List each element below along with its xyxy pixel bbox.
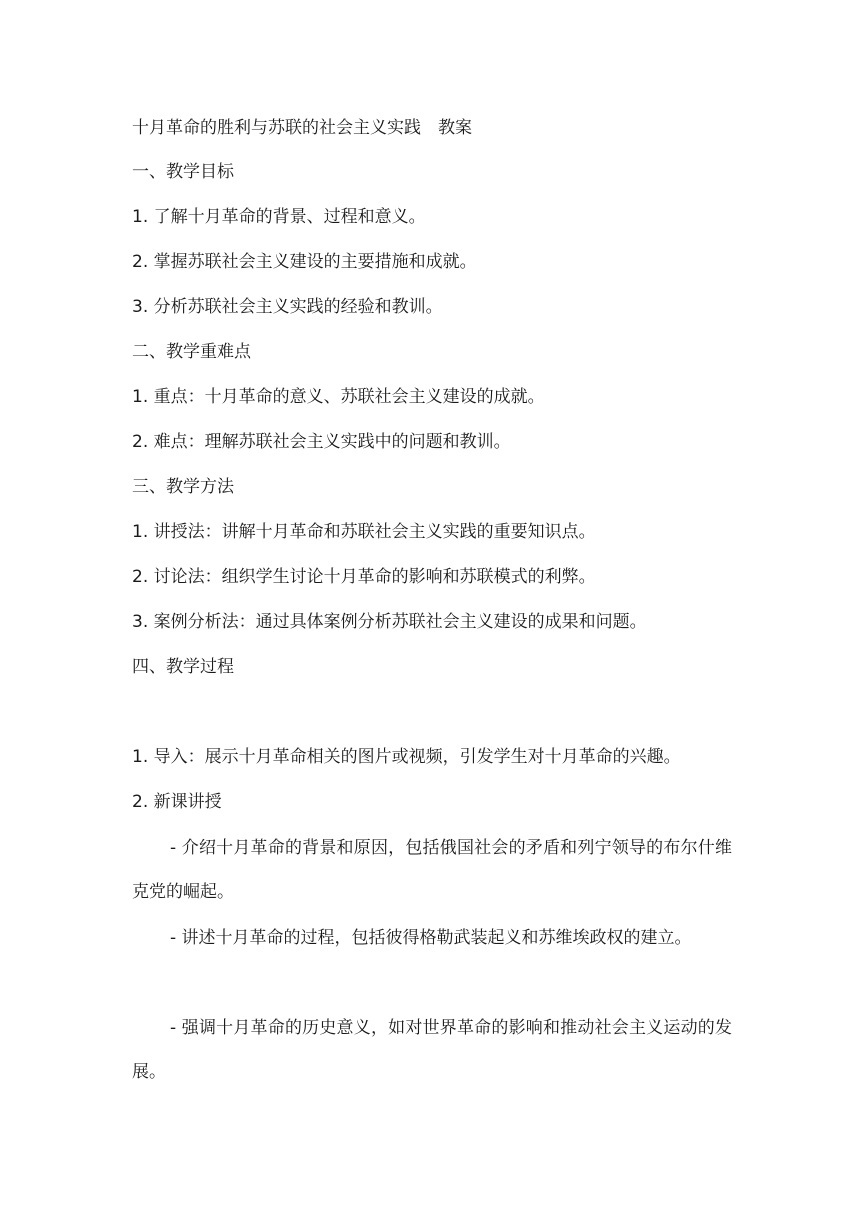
- section-heading-process: 四、教学过程: [132, 657, 234, 677]
- section-heading-objectives: 一、教学目标: [132, 162, 234, 182]
- process-sub-item-1: - 介绍十月革命的背景和原因，包括俄国社会的矛盾和列宁领导的布尔什维克党的崛起。: [132, 838, 732, 902]
- section-heading-methods: 三、教学方法: [132, 477, 234, 497]
- process-item-2: 2. 新课讲授: [132, 792, 222, 812]
- key-point-item-2: 2. 难点：理解苏联社会主义实践中的问题和教训。: [132, 432, 511, 452]
- method-item-1: 1. 讲授法：讲解十月革命和苏联社会主义实践的重要知识点。: [132, 522, 596, 542]
- objective-item-1: 1. 了解十月革命的背景、过程和意义。: [132, 207, 426, 227]
- document-title: 十月革命的胜利与苏联的社会主义实践 教案: [132, 118, 472, 138]
- objective-item-2: 2. 掌握苏联社会主义建设的主要措施和成就。: [132, 252, 477, 272]
- method-item-2: 2. 讨论法：组织学生讨论十月革命的影响和苏联模式的利弊。: [132, 567, 596, 587]
- process-sub-item-2: - 讲述十月革命的过程，包括彼得格勒武装起义和苏维埃政权的建立。: [170, 928, 692, 948]
- objective-item-3: 3. 分析苏联社会主义实践的经验和教训。: [132, 297, 443, 317]
- method-item-3: 3. 案例分析法：通过具体案例分析苏联社会主义建设的成果和问题。: [132, 612, 647, 632]
- process-item-1: 1. 导入：展示十月革命相关的图片或视频，引发学生对十月革命的兴趣。: [132, 747, 681, 767]
- section-heading-key-points: 二、教学重难点: [132, 342, 251, 362]
- process-sub-item-3: - 强调十月革命的历史意义，如对世界革命的影响和推动社会主义运动的发展。: [132, 1018, 732, 1082]
- key-point-item-1: 1. 重点：十月革命的意义、苏联社会主义建设的成就。: [132, 387, 545, 407]
